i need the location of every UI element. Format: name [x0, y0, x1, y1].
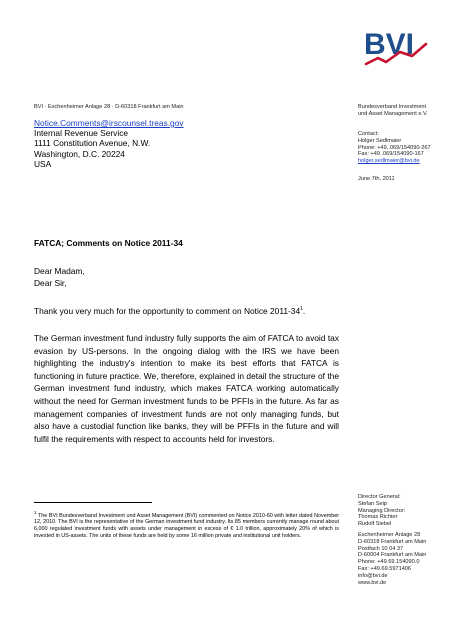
body-paragraph: The German investment fund industry fully supports the aim of FATCA to avoid tax evasion by US-persons. In the ongoing dialog with the IRS we have been highlighting the industry's intention to make its best efforts that FATCA is functioning in future practice. We, therefore, explained in detail the structure of the German investment fund industry, which makes FATCA working automatically without the need for German investment funds to be PFFIs in the future. As far as management companies of investment funds are not only managing funds, but also have a custodial function like banks, they will be PFFIs in the future and will fulfil the requirements with respect to accounts held for investors.: [34, 333, 339, 444]
contact-name: Holger Sedlmaier: [358, 137, 402, 144]
sidebar-org: [358, 104, 428, 118]
footer-line: D-60004 Frankfurt am Main: [358, 552, 427, 559]
recipient-line: Washington, D.C. 20224: [34, 148, 125, 159]
footnote-ref[interactable]: 1: [300, 306, 303, 313]
thanks-text: Thank you very much for the opportunity to comment on Notice 2011-34: [34, 306, 301, 316]
recipient-email-link[interactable]: Notice.Comments@irscounsel.treas.gov: [34, 118, 184, 128]
contact-phone: Phone: +49..069/154090-267: [358, 144, 431, 151]
org-line: und Asset Management e.V.: [358, 110, 428, 117]
recipient-line: USA: [34, 158, 52, 169]
salutation-line: Dear Madam,: [34, 266, 85, 276]
footer-line: Rudolf Siebel: [358, 521, 392, 528]
footer-line: Thomas Richter: [358, 514, 398, 521]
footer-email[interactable]: info@bvi.de: [358, 572, 388, 579]
contact-label: Contact:: [358, 131, 379, 137]
salutation: [34, 265, 85, 289]
footnote-divider: [34, 502, 152, 503]
footer-line: Fax: +49.69.5971406: [358, 565, 412, 572]
footnote-text: The BVI Bundesverband Investment und Asset Management (BVI) commented on Notice 2010-60 with letter dated November 12, 2010. The BVI is the representative of the German investment fund industry. Its 85 members currently manage round about 6,000 regulated investment funds with assets under management in excess of € 1.0 trillion, approximately 20% of which is invested in US-assets. The units of these funds are held by some 16 million private and institutional unit holders.: [34, 512, 339, 539]
recipient-line: Internal Revenue Service: [34, 128, 129, 139]
thanks-period: .: [302, 306, 306, 316]
org-line: Bundesverband Investment: [358, 104, 427, 110]
recipient-line: 1111 Constitution Avenue, N.W.: [34, 138, 151, 149]
bvi-chart-logo-icon: [360, 22, 432, 74]
recipient-block: [34, 118, 184, 169]
footnote-number: 1: [34, 510, 37, 515]
contact-email-link[interactable]: holger.sedlmaier@bvi.de: [358, 158, 420, 165]
letter-date: June 7th, 2011: [358, 176, 395, 182]
footer-line: Stefan Seip: [358, 500, 387, 507]
sidebar-footer: [358, 494, 426, 586]
footer-line: Phone: +49.69.154090.0: [358, 559, 420, 566]
footer-line: Eschenheimer Anlage 28: [358, 531, 421, 538]
footer-line: Managing Director:: [358, 507, 406, 514]
bvi-logo: [360, 22, 432, 74]
sidebar-contact: [358, 131, 431, 165]
footer-line: D-60318 Frankfurt am Main: [358, 538, 427, 545]
contact-fax: Fax: +49..069/154090-167: [358, 151, 424, 158]
thanks-sentence: [34, 306, 305, 316]
footer-line: Postfach 10 04 37: [358, 545, 404, 552]
footnote: [34, 510, 339, 539]
letter-subject: FATCA; Comments on Notice 2011-34: [34, 238, 183, 248]
footer-website[interactable]: www.bvi.de: [358, 579, 387, 586]
sender-address-line: BVI · Eschenheimer Anlage 28 · D-60318 Frankfurt am Main: [34, 104, 184, 110]
logo-text: BVI: [364, 28, 415, 61]
salutation-line: Dear Sir,: [34, 278, 67, 288]
footer-line: Director General:: [358, 494, 401, 500]
